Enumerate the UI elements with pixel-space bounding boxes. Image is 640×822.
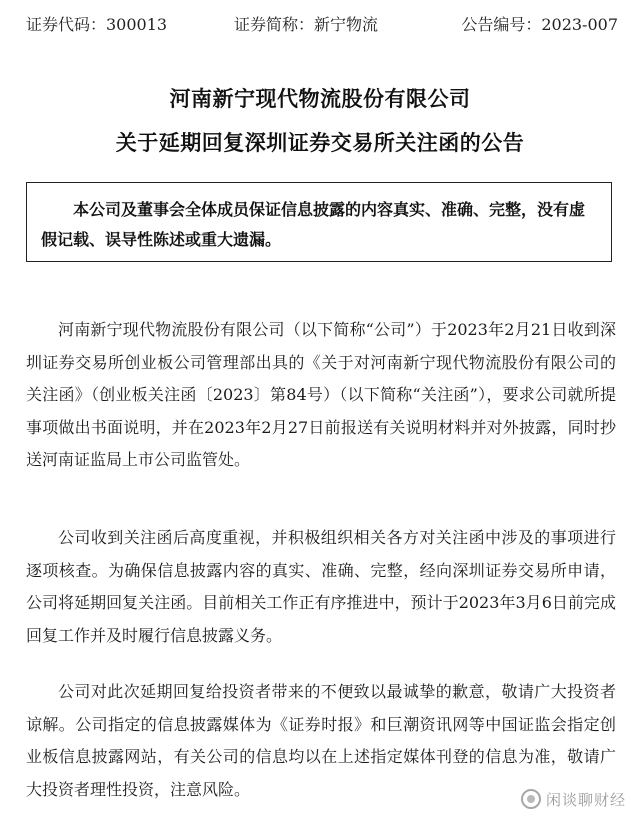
source-logo-icon (521, 789, 541, 809)
company-name-title: 河南新宁现代物流股份有限公司 (169, 87, 471, 111)
announcement-number: 公告编号：2023-007 (461, 15, 618, 34)
disclosure-guarantee-box: 本公司及董事会全体成员保证信息披露的内容真实、准确、完整，没有虚假记载、误导性陈述或重大遗漏。 (26, 182, 612, 262)
body-paragraph-3: 公司对此次延期回复给投资者带来的不便致以最诚挚的歉意，敬请广大投资者谅解。公司指定的信息披露媒体为《证券时报》和巨潮资讯网等中国证监会指定创业板信息披露网站，有关公司的信息均以在上述指定媒体刊登的信息为准，敬请广大投资者理性投资，注意风险。 (26, 682, 616, 799)
security-abbreviation: 证券简称：新宁物流 (234, 15, 379, 34)
body-paragraph-1: 河南新宁现代物流股份有限公司（以下简称“公司”）于2023年2月21日收到深圳证券交易所创业板公司管理部出具的《关于对河南新宁现代物流股份有限公司的关注函》（创业板关注函〔2023〕第84号）（以下简称“关注函”），要求公司就所提事项做出书面说明，并在2023年2月27日前报送有关说明材料并对外披露，同时抄送河南证监局上市公司监管处。 (26, 320, 616, 469)
announcement-title: 关于延期回复深圳证券交易所关注函的公告 (115, 131, 525, 155)
document-header (26, 12, 618, 38)
source-watermark (521, 786, 626, 812)
body-paragraph-2: 公司收到关注函后高度重视，并积极组织相关各方对关注函中涉及的事项进行逐项核查。为确保信息披露内容的真实、准确、完整，经向深圳证券交易所申请，公司将延期回复关注函。目前相关工作正有序推进中，预计于2023年3月6日前完成回复工作并及时履行信息披露义务。 (26, 528, 616, 645)
watermark-text: 闲谈聊财经 (545, 790, 626, 809)
security-code: 证券代码：300013 (26, 15, 168, 34)
